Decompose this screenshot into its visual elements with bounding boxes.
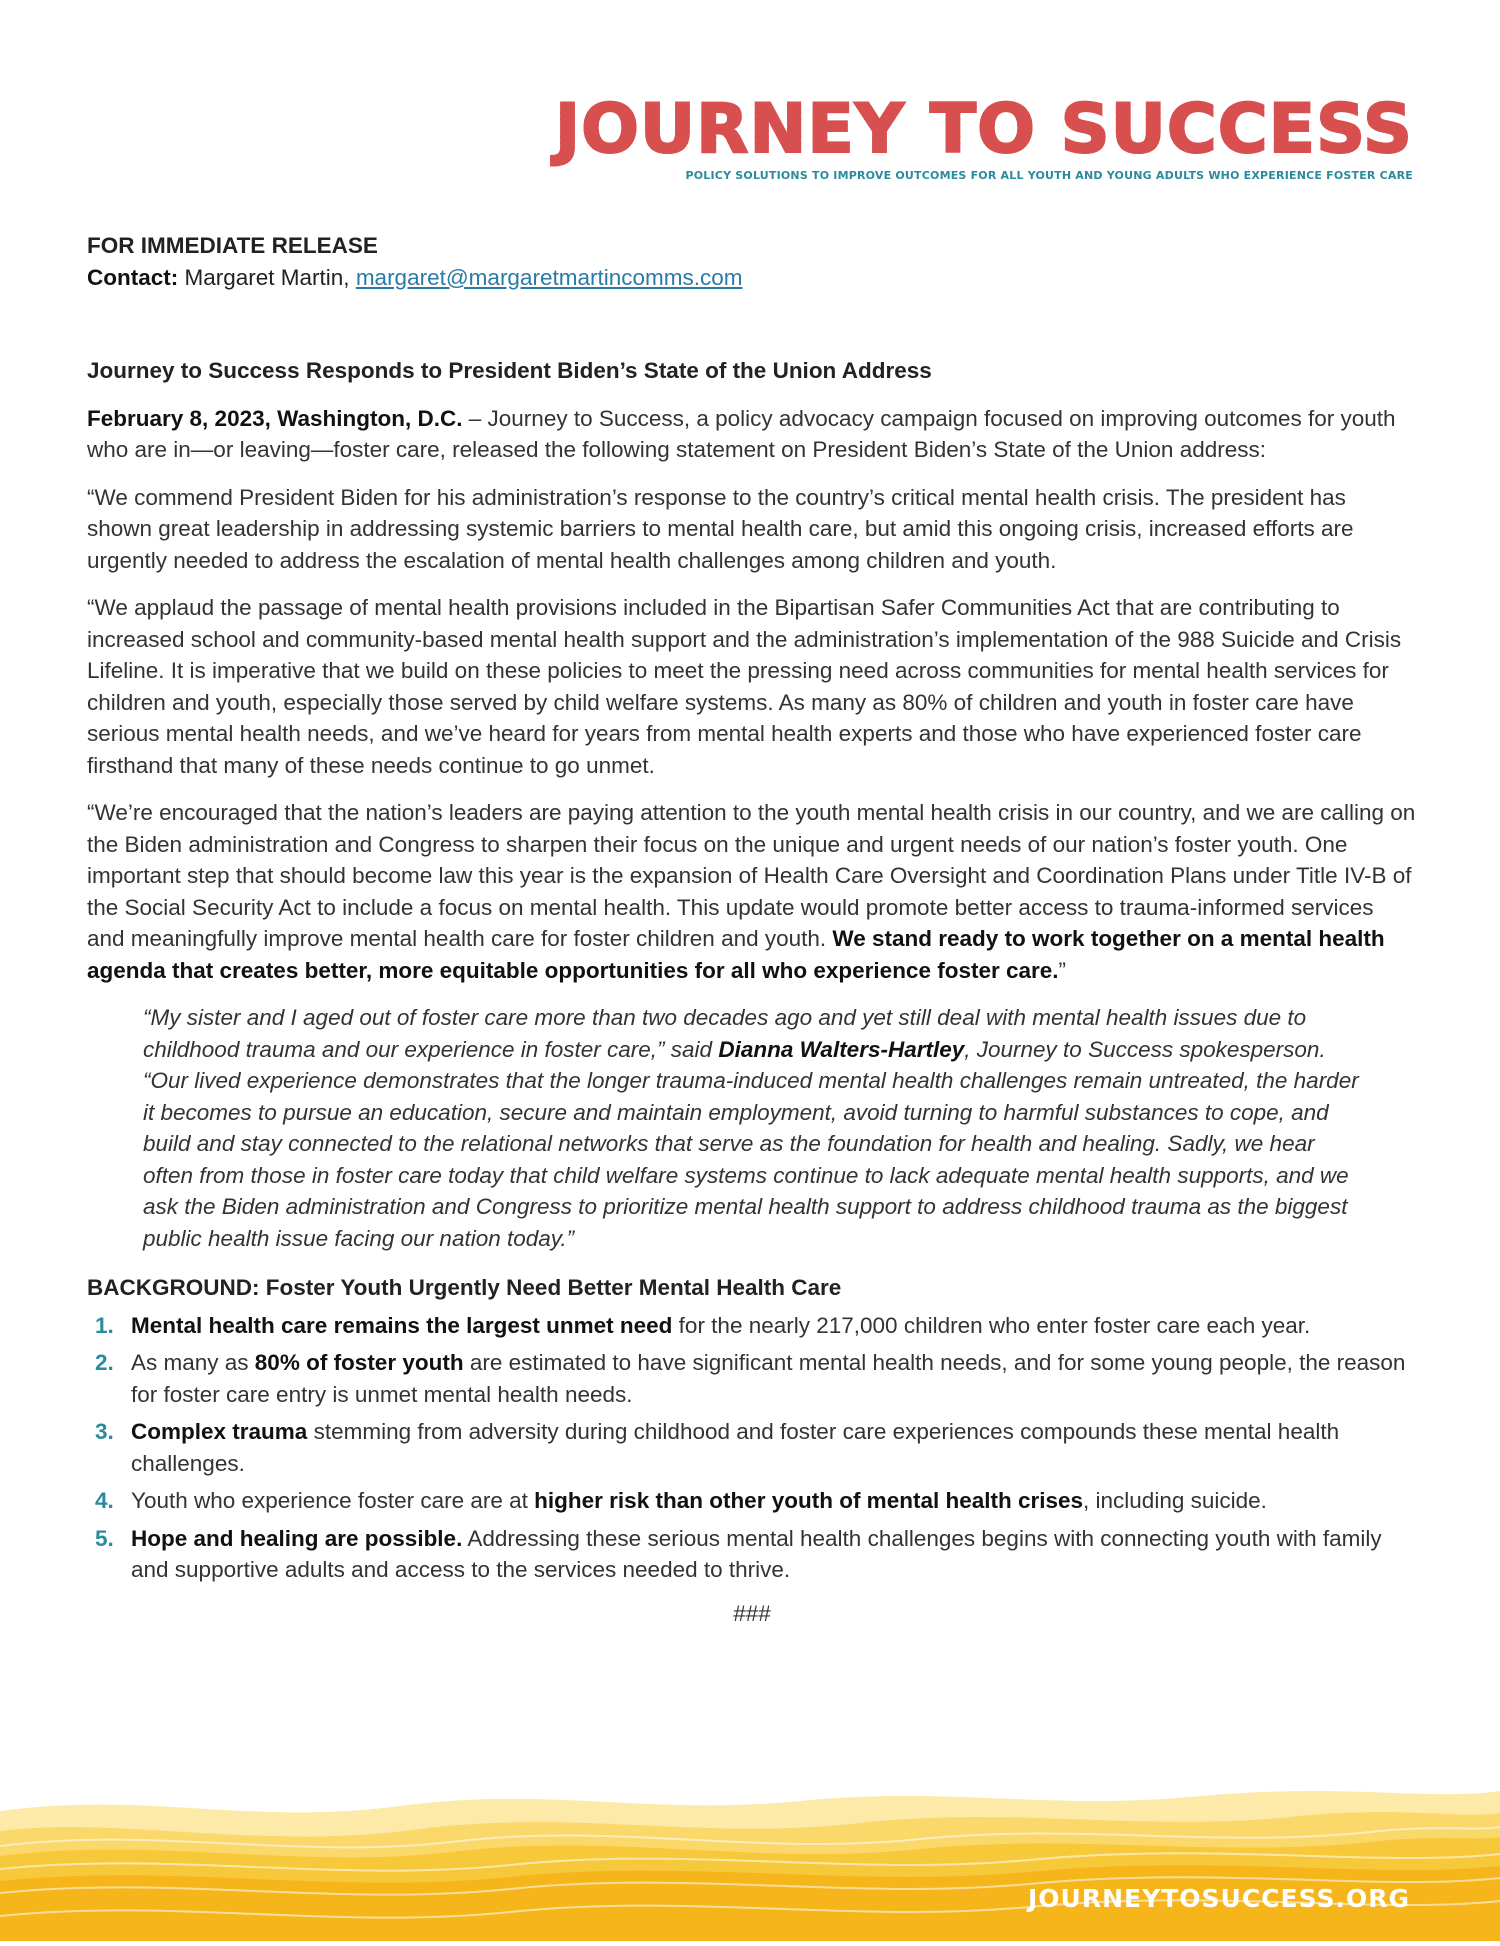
spokesperson-quote — [143, 1002, 1361, 1254]
item-post: are estimated to have significant mental health needs, and for some young people, the reason for foster care entry is unmet mental health needs. — [131, 1350, 1406, 1407]
intro-text: – Journey to Success, a policy advocacy campaign focused on improving outcomes for youth who are in—or leaving—foster care, released the following statement on President Biden’s State of the Union address: — [87, 405, 1396, 462]
list-number: 1. — [95, 1312, 114, 1338]
wave-graphic — [0, 1771, 1500, 1941]
item-post: for the nearly 217,000 children who enter foster care each year. — [672, 1312, 1311, 1338]
list-item — [87, 1523, 1417, 1586]
quote-speaker: Dianna Walters-Hartley — [718, 1036, 965, 1062]
logo-title: JOURNEY TO SUCCESS — [554, 90, 1413, 169]
footer-wave — [0, 1771, 1500, 1941]
release-label: FOR IMMEDIATE RELEASE — [87, 233, 378, 258]
item-post: , including suicide. — [1083, 1488, 1267, 1513]
paragraph-3-text: “We’re encouraged that the nation’s leaders are paying attention to the youth mental health crisis in our country, and we are calling on the Biden administration and Congress to sharpen their focus on the unique and urgent needs of our nation’s foster youth. One important step that should become law this year is the expansion of Health Care Oversight and Coordination Plans under Title IV-B of the Social Security Act to include a focus on mental health. This update would promote better access to trauma-informed services and meaningfully improve mental health care for foster children and youth. — [87, 800, 1416, 951]
statement-paragraph-1: “We commend President Biden for his administration’s response to the country’s critical mental health crisis. The president has shown great leadership in addressing systemic barriers to mental health care, but amid this ongoing crisis, increased efforts are urgently needed to address the escalation of mental health challenges among children and youth. — [87, 484, 1354, 573]
contact-name: Margaret Martin, — [178, 264, 356, 290]
item-bold: higher risk than other youth of mental health crises — [534, 1488, 1084, 1513]
background-list — [87, 1310, 1417, 1586]
dateline: February 8, 2023, Washington, D.C. — [87, 405, 463, 431]
list-item — [87, 1416, 1417, 1479]
item-bold: Mental health care remains the largest unmet need — [131, 1312, 673, 1338]
contact-line — [87, 262, 1417, 294]
footer-url[interactable]: JOURNEYTOSUCCESS.ORG — [1028, 1884, 1410, 1913]
press-release-body — [87, 230, 1417, 1629]
logo — [554, 90, 1413, 192]
item-bold: Complex trauma — [131, 1419, 308, 1444]
quote-part-1: “My sister and I aged out of foster care more than two decades ago and yet still deal with mental health issues due to childhood trauma and our experience in foster care,” said — [143, 1005, 1307, 1062]
paragraph-3-bold: We stand ready to work together on a mental health agenda that creates better, more equitable opportunities for all who experience foster care. — [87, 926, 1385, 983]
headline: Journey to Success Responds to President Biden’s State of the Union Address — [87, 358, 932, 383]
item-bold: 80% of foster youth — [254, 1350, 464, 1375]
contact-email-link[interactable]: margaret@margaretmartincomms.com — [355, 264, 743, 290]
list-number: 3. — [95, 1419, 114, 1444]
item-bold: Hope and healing are possible. — [131, 1525, 463, 1551]
end-mark: ### — [733, 1600, 771, 1626]
statement-paragraph-3 — [87, 797, 1417, 986]
quote-part-2: , Journey to Success spokesperson. “Our lived experience demonstrates that the longer trauma-induced mental health challenges remain untreated, the harder it becomes to pursue an education, secure and maintain employment, avoid turning to harmful substances to cope, and build and stay connected to the relational networks that serve as the foundation for health and healing. Sadly, we hear often from those in foster care today that child welfare systems continue to lack adequate mental health supports, and we ask the Biden administration and Congress to prioritize mental health support to address childhood trauma as the biggest public health issue facing our nation today.” — [143, 1036, 1359, 1251]
item-post: stemming from adversity during childhood and foster care experiences compounds these mental health challenges. — [131, 1419, 1340, 1476]
item-pre: As many as — [131, 1350, 255, 1375]
item-pre: Youth who experience foster care are at — [131, 1488, 535, 1513]
background-title: BACKGROUND: Foster Youth Urgently Need Better Mental Health Care — [87, 1275, 842, 1300]
item-post: Addressing these serious mental health challenges begins with connecting youth with family and supportive adults and access to the services needed to thrive. — [131, 1525, 1382, 1582]
list-number: 4. — [95, 1488, 114, 1513]
list-item — [87, 1485, 1417, 1517]
logo-tagline: POLICY SOLUTIONS TO IMPROVE OUTCOMES FOR ALL YOUTH AND YOUNG ADULTS WHO EXPERIENCE FOSTER CARE — [685, 169, 1413, 182]
intro-paragraph — [87, 403, 1417, 466]
list-number: 5. — [95, 1525, 114, 1551]
contact-label: Contact: — [87, 264, 179, 290]
list-number: 2. — [95, 1350, 114, 1375]
paragraph-3-end: ” — [1058, 957, 1067, 983]
list-item — [87, 1347, 1417, 1410]
statement-paragraph-2: “We applaud the passage of mental health provisions included in the Bipartisan Safer Communities Act that are contributing to increased school and community-based mental health support and the administration’s implementation of the 988 Suicide and Crisis Lifeline. It is imperative that we build on these policies to meet the pressing need across communities for mental health services for children and youth, especially those served by child welfare systems. As many as 80% of children and youth in foster care have serious mental health needs, and we’ve heard for years from mental health experts and those who have experienced foster care firsthand that many of these needs continue to go unmet. — [87, 595, 1402, 778]
list-item — [87, 1310, 1417, 1342]
